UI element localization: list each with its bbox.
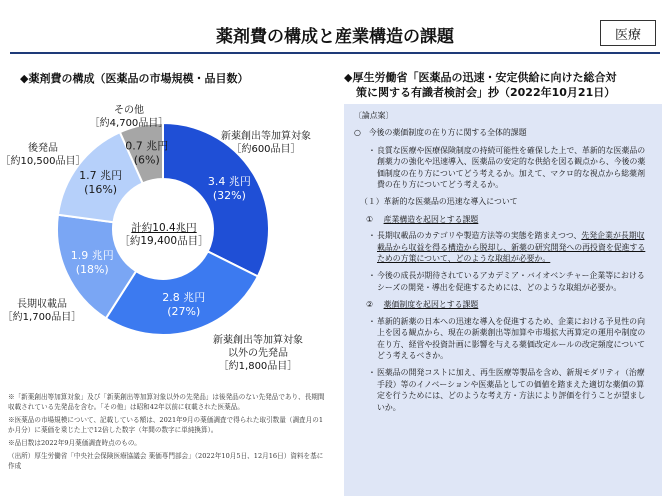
slice-percent-label: (16%) xyxy=(84,183,118,197)
note-2: ※医薬品の市場規模について、記載している額は、2021年9月の薬価調査で得られた取引数量（調査月の1か月分）に薬価を乗じた上で12倍した数字（年間の数字に単純換算）。 xyxy=(8,416,324,434)
bullet-item xyxy=(368,145,652,191)
issues-label: 〔論点案〕 xyxy=(354,111,394,120)
subsubsection-heading xyxy=(366,299,652,310)
subsection-heading: （１）革新的な医薬品の迅速な導入について xyxy=(360,197,518,207)
slice-label-generic xyxy=(0,142,86,168)
bullet-dot: ・ xyxy=(368,271,376,281)
slice-name: 新薬創出等加算対象 xyxy=(221,131,311,142)
bullet-text-plain: 長期収載品のカテゴリや製造方法等の実態を踏まえつつ、 xyxy=(377,231,582,241)
bullet-text: 革新的新薬の日本への迅速な導入を促進するため、企業における予見性の向上を図る観点から、現在の新薬創出等加算や市場拡大再算定の運用や制度の在り方、経営や投資計画に影響を与える薬価改定ルールの改定頻度についてどう考えるべきか。 xyxy=(377,316,646,360)
slice-items: ［約10,500品目］ xyxy=(0,156,86,167)
slice-items: ［約1,800品目］ xyxy=(218,361,298,372)
bullet-item xyxy=(368,230,652,264)
bullet-text: 医薬品の開発コストに加え、再生医療等製品を含め、新規モダリティ（治療手段）等のイノベーションや医薬品としての価値を踏まえた適切な薬価の算定を行うためには、どのような考え方・方法により評価を行うことが望ましいか。 xyxy=(377,368,646,412)
title-divider xyxy=(10,52,660,54)
slice-value-label: 1.7 兆円 xyxy=(79,169,123,183)
subsubsection-title: 薬価制度を起因とする課題 xyxy=(383,300,479,310)
bullet-item xyxy=(368,367,652,413)
slice-value-label: 0.7 兆円 xyxy=(125,139,169,153)
note-1: ※「新薬創出等加算対象」及び「新薬創出等加算対象以外の先発品」は後発品のない先発品であり、長期間収載されている先発品を含む。「その他」は昭和42年以前に収載された医薬品。 xyxy=(8,393,325,411)
slice-value-label: 2.8 兆円 xyxy=(162,291,206,305)
bullet-dot: ・ xyxy=(368,368,376,378)
chart-heading: ◆薬剤費の構成（医薬品の市場規模・品目数） xyxy=(20,72,249,85)
note-source: （出所）厚生労働省「中央社会保険医療協議会 薬価専門部会」（2022年10月5日、12月16日）資料を基に作成 xyxy=(8,452,324,470)
slice-percent-label: (27%) xyxy=(167,305,201,319)
slice-name: 新薬創出等加算対象 xyxy=(213,335,303,346)
chart-notes xyxy=(8,392,328,474)
excerpt-heading-line1: ◆厚生労働省「医薬品の迅速・安定供給に向けた総合対 xyxy=(344,71,617,84)
slice-label-long-listed xyxy=(2,298,82,324)
page-title: 薬剤費の構成と産業構造の課題 xyxy=(216,27,454,47)
bullet-text xyxy=(377,230,652,264)
center-items: ［約19,400品目］ xyxy=(119,235,209,247)
bullet-dot: ・ xyxy=(368,231,376,241)
slice-name: 後発品 xyxy=(28,143,58,154)
slice-label-other xyxy=(86,104,172,130)
excerpt-panel xyxy=(344,104,662,496)
bullet-text: 今後の成長が期待されているアカデミア・バイオベンチャー企業等におけるシーズの開発・導出を促進するためには、どのような取組が必要か。 xyxy=(377,271,645,292)
category-tag: 医療 xyxy=(600,20,656,46)
slice-percent-label: (32%) xyxy=(212,188,246,202)
subsubsection-heading xyxy=(366,214,652,225)
excerpt-heading-line2: 策に関する有識者検討会」抄（2022年10月21日） xyxy=(356,86,616,99)
slice-value-label: 3.4 兆円 xyxy=(207,174,251,188)
slice-name: 以外の先発品 xyxy=(228,348,288,359)
slice-name: 長期収載品 xyxy=(17,299,67,310)
center-total: 計約10.4兆円 xyxy=(131,222,197,234)
slice-name: その他 xyxy=(114,105,144,116)
subsubsection-number: ② xyxy=(366,300,374,310)
slice-items: ［約4,700品目］ xyxy=(89,118,169,129)
slice-items: ［約600品目］ xyxy=(231,144,301,155)
bullet-text-underlined: 先発企業が長期収載品から収益を得る構造から脱却し、新薬の研究開発への再投資を促進するための方策について、どのような取組が必要か。 xyxy=(377,231,646,264)
slice-items: ［約1,700品目］ xyxy=(2,312,82,323)
bullet-dot: ・ xyxy=(368,316,376,326)
slice-label-new-drug xyxy=(196,130,336,156)
slice-value-label: 1.9 兆円 xyxy=(70,248,114,262)
subsubsection-title: 産業構造を起因とする課題 xyxy=(383,214,479,224)
bullet-text: 良質な医療や医療保険制度の持続可能性を確保した上で、革新的な医薬品の創薬力の強化や迅速導入、医薬品の安定的な供給を図る観点から、今後の薬価制度の在り方についてどう考えるか。加えて、マクロ的な視点から総薬剤費の在り方についてどう考えるか。 xyxy=(377,145,646,190)
bullet-dot: ・ xyxy=(368,145,376,155)
bullet-item xyxy=(368,270,652,293)
section-heading: ○ 今後の薬価制度の在り方に関する全体的課題 xyxy=(354,128,527,138)
bullet-item xyxy=(368,316,652,362)
slice-percent-label: (6%) xyxy=(133,153,160,167)
excerpt-heading xyxy=(344,70,664,100)
center-total-label xyxy=(104,222,224,248)
donut-chart xyxy=(0,80,340,390)
slice-label-other-brand xyxy=(188,334,328,373)
slice-percent-label: (18%) xyxy=(75,262,109,276)
subsubsection-number: ① xyxy=(366,214,374,224)
note-3: ※品目数は2022年9月薬価調査時点のもの。 xyxy=(8,439,141,447)
